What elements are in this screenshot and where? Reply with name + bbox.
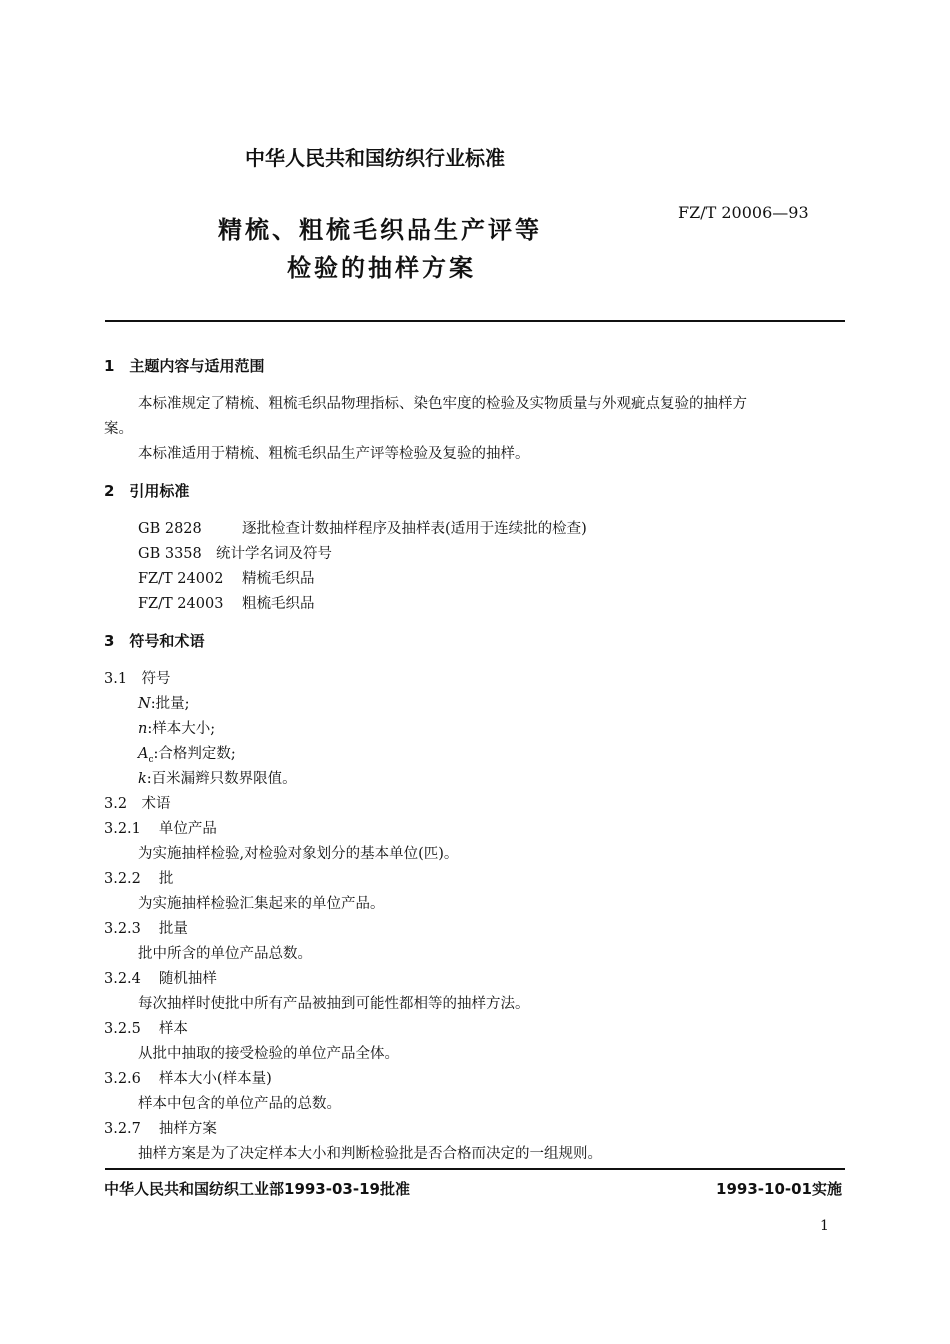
reference-code: GB 2828 — [138, 521, 202, 537]
term-name: 抽样方案 — [158, 1121, 217, 1137]
reference-item — [138, 542, 332, 563]
term-heading — [104, 917, 188, 938]
term-number: 3.2.3 — [104, 921, 141, 937]
symbol: n — [138, 721, 148, 737]
term-definition: 每次抽样时使批中所有产品被抽到可能性都相等的抽样方法。 — [138, 996, 530, 1012]
term-heading — [104, 1067, 272, 1088]
subsection-3-1: 3.1 符号 — [104, 671, 171, 687]
term-definition: 批中所含的单位产品总数。 — [138, 946, 312, 962]
effective-date: 1993-10-01实施 — [716, 1180, 842, 1198]
subsection-3-2: 3.2 术语 — [104, 796, 171, 812]
symbol-item — [138, 717, 215, 738]
term-name: 随机抽样 — [158, 971, 217, 987]
symbol: A — [138, 746, 149, 762]
section-3-heading: 3 符号和术语 — [104, 632, 205, 650]
term-number: 3.2.6 — [104, 1071, 141, 1087]
term-heading — [104, 1117, 217, 1138]
reference-title: 精梳毛织品 — [242, 571, 315, 587]
issuing-authority: 中华人民共和国纺织行业标准 — [245, 146, 505, 170]
reference-code: GB 3358 — [138, 546, 202, 562]
term-number: 3.2.1 — [104, 821, 141, 837]
term-name: 批 — [158, 871, 174, 887]
reference-title: 粗梳毛织品 — [242, 596, 315, 612]
reference-item — [138, 517, 587, 538]
term-number: 3.2.7 — [104, 1121, 141, 1137]
symbol: k — [138, 771, 147, 787]
term-name: 样本 — [158, 1021, 188, 1037]
symbol-desc: :样本大小; — [147, 721, 216, 737]
symbol-item — [138, 742, 236, 765]
standard-code: FZ/T 20006—93 — [678, 203, 809, 222]
page-number: 1 — [820, 1218, 829, 1234]
term-heading — [104, 817, 217, 838]
reference-title: 统计学名词及符号 — [216, 546, 332, 562]
section-1-para-1-cont: 案。 — [104, 421, 133, 437]
reference-item — [138, 567, 315, 588]
section-1-heading: 1 主题内容与适用范围 — [104, 357, 265, 375]
reference-code: FZ/T 24003 — [138, 596, 224, 612]
approval-statement: 中华人民共和国纺织工业部1993-03-19批准 — [104, 1180, 410, 1198]
term-definition: 为实施抽样检验汇集起来的单位产品。 — [138, 896, 385, 912]
section-1-para-1: 本标准规定了精梳、粗梳毛织品物理指标、染色牢度的检验及实物质量与外观疵点复验的抽样方 — [138, 396, 747, 412]
symbol-item — [138, 767, 297, 788]
symbol-desc: :批量; — [150, 696, 190, 712]
reference-title: 逐批检查计数抽样程序及抽样表(适用于连续批的检查) — [242, 521, 587, 537]
section-2-heading: 2 引用标准 — [104, 482, 190, 500]
reference-code: FZ/T 24002 — [138, 571, 224, 587]
term-number: 3.2.5 — [104, 1021, 141, 1037]
symbol: N — [138, 696, 151, 712]
section-1-para-2: 本标准适用于精梳、粗梳毛织品生产评等检验及复验的抽样。 — [138, 446, 530, 462]
term-name: 单位产品 — [158, 821, 217, 837]
symbol-subscript: c — [148, 754, 154, 765]
term-definition: 抽样方案是为了决定样本大小和判断检验批是否合格而决定的一组规则。 — [138, 1146, 602, 1162]
symbol-desc: :百米漏辫只数界限值。 — [146, 771, 297, 787]
header-rule — [105, 320, 845, 322]
symbol-item — [138, 692, 189, 713]
term-definition: 从批中抽取的接受检验的单位产品全体。 — [138, 1046, 399, 1062]
term-definition: 样本中包含的单位产品的总数。 — [138, 1096, 341, 1112]
document-title-line1: 精梳、粗梳毛织品生产评等 — [218, 216, 542, 244]
term-heading — [104, 867, 173, 888]
term-heading — [104, 1017, 188, 1038]
term-heading — [104, 967, 217, 988]
term-name: 批量 — [158, 921, 188, 937]
reference-item — [138, 592, 315, 613]
term-number: 3.2.4 — [104, 971, 141, 987]
document-title-line2: 检验的抽样方案 — [287, 254, 476, 282]
footer-rule — [105, 1168, 845, 1170]
term-name: 样本大小(样本量) — [158, 1071, 272, 1087]
term-definition: 为实施抽样检验,对检验对象划分的基本单位(匹)。 — [138, 846, 459, 862]
term-number: 3.2.2 — [104, 871, 141, 887]
symbol-desc: :合格判定数; — [153, 746, 236, 762]
